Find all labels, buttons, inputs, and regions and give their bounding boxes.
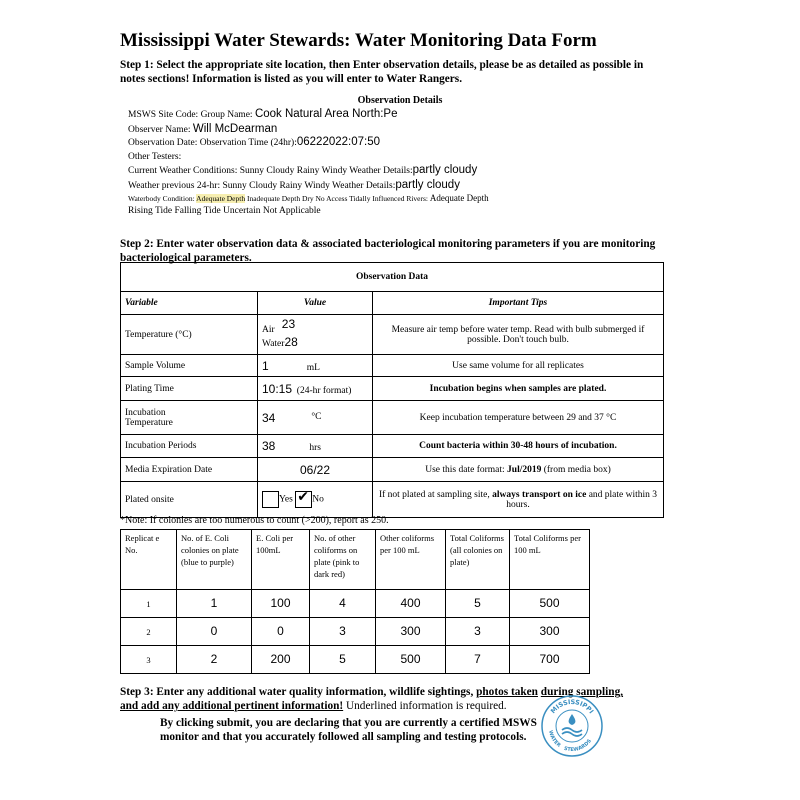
step3-line1: Step 3: Enter any additional water quality information, wildlife sightings, photos taken during sampling, xyxy=(120,686,624,698)
ecoli-per-100-cell[interactable]: 0 xyxy=(252,618,310,646)
total-per-100-cell[interactable]: 300 xyxy=(510,618,590,646)
row-incubation-temperature xyxy=(121,401,664,435)
incubation-temp-label-1: Incubation xyxy=(125,407,166,418)
tide-options[interactable]: Rising Tide Falling Tide Uncertain Not Applicable xyxy=(128,206,321,216)
observation-data-table xyxy=(120,262,664,518)
other-colonies-cell[interactable]: 5 xyxy=(310,646,376,674)
replicate-number: 3 xyxy=(121,646,177,674)
header-replicate: Replicat e No. xyxy=(121,530,177,590)
plating-time-label: Plating Time xyxy=(121,377,258,401)
other-colonies-cell[interactable]: 3 xyxy=(310,618,376,646)
row-plating-time xyxy=(121,377,664,401)
observation-data-title: Observation Data xyxy=(121,263,664,292)
plating-time-field[interactable]: 10:15 xyxy=(262,381,293,396)
media-expiration-field[interactable]: 06/22 xyxy=(299,462,331,477)
plated-tip-suffix: and plate within 3 hours. xyxy=(506,489,658,510)
required-pertinent-info: and add any additional pertinent information! xyxy=(120,700,344,712)
total-per-100-cell[interactable]: 700 xyxy=(510,646,590,674)
row-plated-onsite xyxy=(121,482,664,518)
incubation-periods-label: Incubation Periods xyxy=(121,435,258,458)
declaration-line1: By clicking submit, you are declaring that you are currently a certified MSWS xyxy=(160,717,537,729)
observation-date-field[interactable]: 06222022:07:50 xyxy=(296,136,381,148)
air-temp-field[interactable]: 23 xyxy=(281,316,296,331)
row-temperature xyxy=(121,315,664,355)
previous-weather-label: Weather previous 24-hr: Sunny Cloudy Rainy Windy Weather Details: xyxy=(128,181,396,191)
waterbody-option-adequate-depth[interactable]: Adequate Depth xyxy=(196,194,246,203)
incubation-periods-tip: Count bacteria within 30-48 hours of incubation. xyxy=(373,435,664,458)
required-sampling: sampling, xyxy=(576,686,624,698)
media-tip-suffix: (from media box) xyxy=(543,464,611,475)
sample-volume-value xyxy=(258,355,373,377)
row-incubation-periods xyxy=(121,435,664,458)
incubation-temp-field[interactable]: 34 xyxy=(262,410,276,425)
ecoli-colonies-cell[interactable]: 2 xyxy=(177,646,252,674)
media-expiration-value xyxy=(258,458,373,482)
other-colonies-cell[interactable]: 4 xyxy=(310,590,376,618)
header-ecoli-per-100: E. Coli per 100mL xyxy=(252,530,310,590)
ecoli-per-100-cell[interactable]: 200 xyxy=(252,646,310,674)
temperature-value xyxy=(258,315,373,355)
yes-checkbox[interactable] xyxy=(262,491,279,508)
mississippi-water-stewards-seal-icon xyxy=(540,694,604,758)
table-row xyxy=(121,590,590,618)
col-tips-header: Important Tips xyxy=(373,292,664,315)
col-value-header: Value xyxy=(258,292,373,315)
header-total-colonies: Total Coliforms (all colonies on plate) xyxy=(446,530,510,590)
row-sample-volume xyxy=(121,355,664,377)
plated-tip-prefix: If not plated at sampling site, xyxy=(378,489,490,500)
col-variable-header: Variable xyxy=(121,292,258,315)
header-ecoli-colonies: No. of E. Coli colonies on plate (blue to purple) xyxy=(177,530,252,590)
waterbody-label: Waterbody Condition: xyxy=(128,194,195,203)
sample-volume-field[interactable]: 1 xyxy=(262,358,269,373)
other-per-100-cell[interactable]: 400 xyxy=(376,590,446,618)
table-row xyxy=(121,646,590,674)
incubation-periods-unit: hrs xyxy=(309,443,321,453)
incubation-temp-unit: °C xyxy=(311,411,322,422)
incubation-periods-value xyxy=(258,435,373,458)
temperature-label: Temperature (°C) xyxy=(121,315,258,355)
header-other-per-100: Other coliforms per 100 mL xyxy=(376,530,446,590)
current-weather-row xyxy=(128,164,477,176)
replicate-number: 2 xyxy=(121,618,177,646)
current-weather-field[interactable]: partly cloudy xyxy=(412,164,478,176)
header-other-colonies: No. of other coliforms on plate (pink to dark red) xyxy=(310,530,376,590)
total-colonies-cell[interactable]: 3 xyxy=(446,618,510,646)
underlined-required-note: Underlined information is required. xyxy=(345,700,507,712)
plating-time-value xyxy=(258,377,373,401)
step1-instructions xyxy=(120,58,643,86)
plated-tip-bold: always transport on ice xyxy=(492,489,587,500)
checkmark-icon: ✔ xyxy=(297,489,309,505)
observer-row xyxy=(128,123,277,135)
previous-weather-field[interactable]: partly cloudy xyxy=(395,179,460,191)
other-per-100-cell[interactable]: 500 xyxy=(376,646,446,674)
step1-line2: notes sections! Information is listed as you will enter to Water Rangers. xyxy=(120,73,463,85)
seal-left-text: WATER xyxy=(547,729,562,749)
temperature-tip: Measure air temp before water temp. Read with bulb submerged if possible. Don't touch bulb. xyxy=(373,315,664,355)
media-expiration-label: Media Expiration Date xyxy=(121,458,258,482)
plating-time-tip: Incubation begins when samples are plated. xyxy=(373,377,664,401)
bacteria-header-row xyxy=(121,530,590,590)
colonies-note: *Note: If colonies are too numerous to count (>200), report as 250. xyxy=(120,515,389,526)
declaration-line2: monitor and that you accurately followed all sampling and testing protocols. xyxy=(160,731,527,743)
observation-date-row xyxy=(128,136,380,148)
step2-line1: Step 2: Enter water observation data & associated bacteriological monitoring parameters if you are monitoring xyxy=(120,238,656,250)
incubation-temp-label-2: Temperature xyxy=(125,417,173,428)
sample-volume-tip: Use same volume for all replicates xyxy=(373,355,664,377)
incubation-periods-field[interactable]: 38 xyxy=(262,439,276,453)
header-total-per-100: Total Coliforms per 100 mL xyxy=(510,530,590,590)
yes-label: Yes xyxy=(279,494,293,505)
row-media-expiration xyxy=(121,458,664,482)
form-title: Mississippi Water Stewards: Water Monitoring Data Form xyxy=(120,30,597,51)
media-tip-prefix: Use this date format: xyxy=(425,464,505,475)
waterbody-value: Adequate Depth xyxy=(429,193,489,203)
no-checkbox[interactable] xyxy=(295,491,312,508)
site-code-label: MSWS Site Code: Group Name: xyxy=(128,110,253,120)
ecoli-per-100-cell[interactable]: 100 xyxy=(252,590,310,618)
no-label: No xyxy=(312,494,324,505)
site-code-row xyxy=(128,108,397,120)
observer-label: Observer Name: xyxy=(128,125,191,135)
media-tip-format: Jul/2019 xyxy=(507,464,542,475)
other-per-100-cell[interactable]: 300 xyxy=(376,618,446,646)
required-during: during xyxy=(540,686,574,698)
incubation-temperature-value xyxy=(258,401,373,435)
sample-volume-unit: mL xyxy=(306,362,320,373)
water-temp-field[interactable]: 28 xyxy=(284,334,298,349)
total-colonies-cell[interactable]: 7 xyxy=(446,646,510,674)
incubation-temperature-tip: Keep incubation temperature between 29 and 37 °C xyxy=(373,401,664,435)
site-code-field[interactable]: Cook Natural Area North:Pe xyxy=(254,108,398,120)
ecoli-colonies-cell[interactable]: 0 xyxy=(177,618,252,646)
ecoli-colonies-cell[interactable]: 1 xyxy=(177,590,252,618)
air-label: Air xyxy=(262,324,275,335)
plating-time-unit: (24-hr format) xyxy=(296,385,352,396)
replicate-number: 1 xyxy=(121,590,177,618)
bacteria-table xyxy=(120,529,590,674)
total-colonies-cell[interactable]: 5 xyxy=(446,590,510,618)
observation-date-label: Observation Date: Observation Time (24hr): xyxy=(128,138,297,148)
plated-onsite-value xyxy=(258,482,373,518)
total-per-100-cell[interactable]: 500 xyxy=(510,590,590,618)
media-expiration-tip xyxy=(373,458,664,482)
water-label: Water xyxy=(262,338,285,349)
waterbody-other-options[interactable]: Inadequate Depth Dry No Access Tidally Influenced Rivers: xyxy=(246,194,428,203)
table-row xyxy=(121,618,590,646)
declaration xyxy=(160,716,537,744)
plated-onsite-tip xyxy=(373,482,664,518)
observer-name-field[interactable]: Will McDearman xyxy=(192,123,278,135)
waterbody-condition-row xyxy=(128,193,489,203)
step2-line2: bacteriological parameters. xyxy=(120,252,252,264)
step2-instructions xyxy=(120,237,655,265)
current-weather-label: Current Weather Conditions: Sunny Cloudy Rainy Windy Weather Details: xyxy=(128,166,413,176)
plated-onsite-label: Plated onsite xyxy=(121,482,258,518)
seal-right-text: STEWARDS xyxy=(563,738,593,754)
sample-volume-label: Sample Volume xyxy=(121,355,258,377)
observation-details-heading: Observation Details xyxy=(357,95,443,106)
other-testers-label: Other Testers: xyxy=(128,152,182,162)
seal-top-text: MISSISSIPPI xyxy=(548,697,596,716)
step1-line1: Step 1: Select the appropriate site location, then Enter observation details, please be as detailed as possible in xyxy=(120,59,644,71)
required-photos: photos taken xyxy=(476,686,538,698)
incubation-temperature-label xyxy=(121,401,258,435)
previous-weather-row xyxy=(128,179,460,191)
